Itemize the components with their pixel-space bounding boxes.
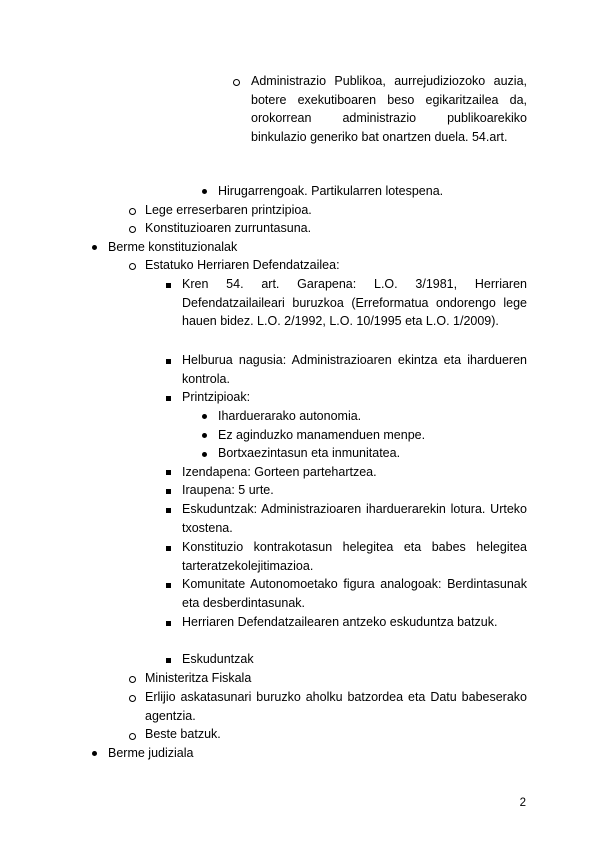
list-item: Lege erreserbaren printzipioa. [145, 203, 312, 217]
list-item: Eskuduntzak [182, 652, 254, 666]
list-item: Bortxaezintasun eta inmunitatea. [218, 446, 401, 460]
square-bullet-icon [166, 283, 171, 288]
disc-bullet-icon [202, 414, 207, 419]
square-bullet-icon [166, 546, 171, 551]
list-item: Helburua nagusia: Administrazioaren ekintza eta ihardueren kontrola. [182, 353, 527, 386]
circle-bullet-icon [129, 208, 136, 215]
disc-bullet-icon [92, 245, 97, 250]
disc-bullet-icon [202, 452, 207, 457]
circle-bullet-icon [129, 263, 136, 270]
square-bullet-icon [166, 583, 171, 588]
square-bullet-icon [166, 508, 171, 513]
disc-bullet-icon [202, 189, 207, 194]
circle-bullet-icon [129, 676, 136, 683]
square-bullet-icon [166, 658, 171, 663]
list-item: Beste batzuk. [145, 727, 221, 741]
list-item: Estatuko Herriaren Defendatzailea: [145, 258, 340, 272]
circle-bullet-icon [233, 79, 240, 86]
square-bullet-icon [166, 396, 171, 401]
page-number: 2 [519, 797, 526, 809]
list-item: Printzipioak: [182, 390, 251, 404]
list-item: Iraupena: 5 urte. [182, 483, 274, 497]
list-item: Hirugarrengoak. Partikularren lotespena. [218, 184, 444, 198]
circle-bullet-icon [129, 733, 136, 740]
list-item: Berme judiziala [108, 746, 194, 760]
list-item: Eskuduntzak: Administrazioaren iharduerarekin lotura. Urteko txostena. [182, 502, 527, 535]
list-item: Berme konstituzionalak [108, 240, 238, 254]
list-item: Erlijio askatasunari buruzko aholku batzordea eta Datu babeserako agentzia. [145, 690, 527, 723]
square-bullet-icon [166, 489, 171, 494]
list-item: Ez aginduzko manamenduen menpe. [218, 428, 426, 442]
list-item: Iharduerarako autonomia. [218, 409, 362, 423]
square-bullet-icon [166, 621, 171, 626]
list-item: Administrazio Publikoa, aurrejudiziozoko auzia, botere exekutiboaren beso egikaritzailea da, orokorrean administrazio publikoarekiko binkulazio generiko bat onartzen duela. 54.art. [251, 74, 527, 144]
list-item: Ministeritza Fiskala [145, 671, 252, 685]
list-item: Kren 54. art. Garapena: L.O. 3/1981, Herriaren Defendatzailaileari buruzkoa (Erreformatua ondorengo lege hauen bidez. L.O. 2/1992, L.O. 10/1995 eta L.O. 1/2009). [182, 277, 527, 329]
list-item: Herriaren Defendatzailearen antzeko eskuduntza batzuk. [182, 615, 498, 629]
list-item: Konstituzioaren zurruntasuna. [145, 221, 312, 235]
square-bullet-icon [166, 470, 171, 475]
list-item: Konstituzio kontrakotasun helegitea eta babes helegitea tarteratzekolejitimazioa. [182, 540, 527, 573]
square-bullet-icon [166, 359, 171, 364]
disc-bullet-icon [92, 751, 97, 756]
circle-bullet-icon [129, 695, 136, 702]
list-item: Izendapena: Gorteen partehartzea. [182, 465, 377, 479]
disc-bullet-icon [202, 433, 207, 438]
list-item: Komunitate Autonomoetako figura analogoak: Berdintasunak eta desberdintasunak. [182, 577, 527, 610]
circle-bullet-icon [129, 226, 136, 233]
